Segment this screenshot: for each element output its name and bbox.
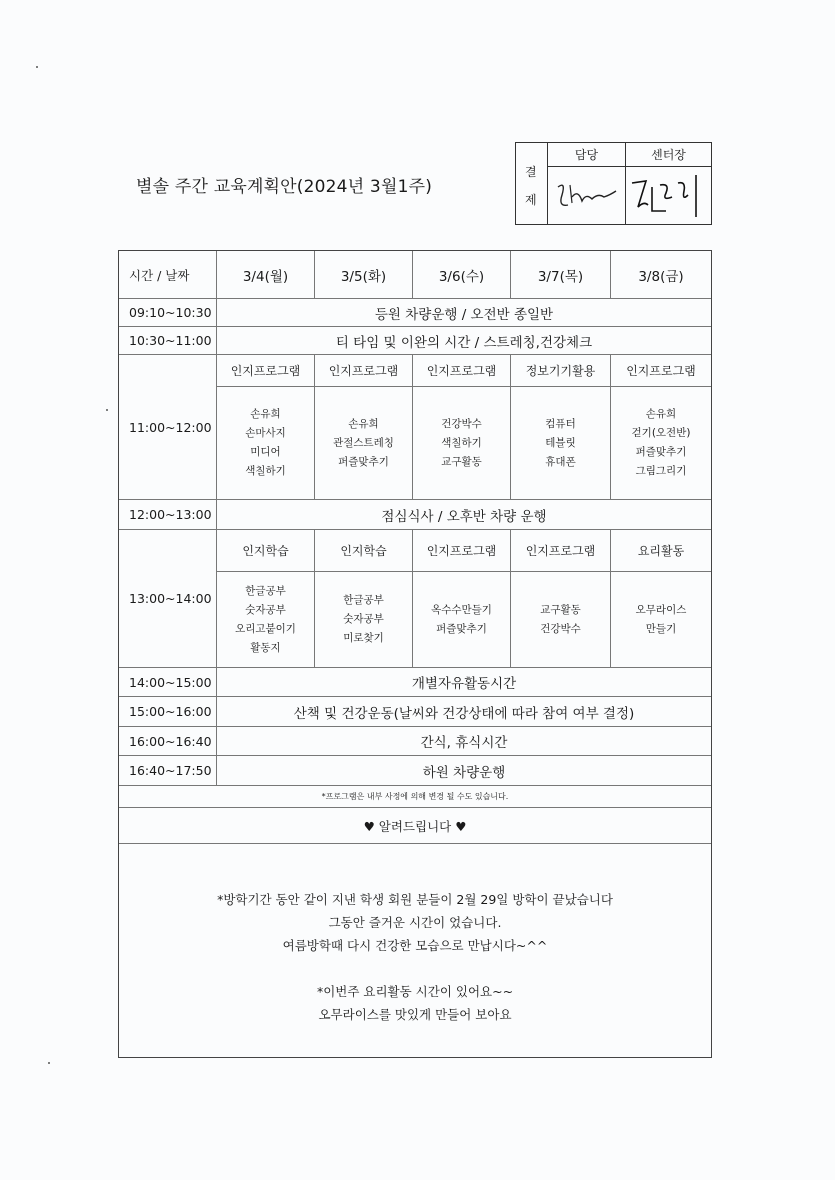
program-title: 인지학습: [315, 530, 413, 572]
program-title: 인지프로그램: [217, 355, 315, 387]
approval-side-top: 결: [525, 165, 537, 179]
header-day-thu: 3/7(목): [511, 251, 611, 299]
notice-line: 여름방학때 다시 건강한 모습으로 만납시다~^^: [282, 938, 548, 953]
approval-header-director: 센터장: [626, 143, 711, 167]
schedule-span: 간식, 휴식시간: [217, 727, 711, 756]
time-slot: 09:10~10:30: [119, 299, 217, 327]
activity-list: 교구활동 건강박수: [511, 572, 611, 668]
program-title: 인지프로그램: [413, 530, 511, 572]
schedule-span: 티 타임 및 이완의 시간 / 스트레칭,건강체크: [217, 327, 711, 355]
program-title: 인지학습: [217, 530, 315, 572]
schedule-span: 등원 차량운행 / 오전반 종일반: [217, 299, 711, 327]
activity-list: 건강박수 색칠하기 교구활동: [413, 387, 511, 500]
director-signature-image: [626, 167, 711, 224]
time-slot: 15:00~16:00: [119, 697, 217, 727]
weekly-schedule-table: [118, 250, 712, 1058]
notice-line: 오무라이스를 맛있게 만들어 보아요: [318, 1007, 512, 1022]
program-title: 인지프로그램: [315, 355, 413, 387]
program-title: 정보기기활용: [511, 355, 611, 387]
program-title: 인지프로그램: [413, 355, 511, 387]
time-slot: 12:00~13:00: [119, 500, 217, 530]
schedule-span: 점심식사 / 오후반 차량 운행: [217, 500, 711, 530]
notice-heading: ♥ 알려드립니다 ♥: [119, 808, 711, 844]
activity-list: 오무라이스 만들기: [611, 572, 711, 668]
time-slot: 13:00~14:00: [119, 530, 217, 668]
header-day-wed: 3/6(수): [413, 251, 511, 299]
program-title: 인지프로그램: [511, 530, 611, 572]
approval-box: [515, 142, 712, 225]
schedule-span: 하원 차량운행: [217, 756, 711, 786]
scan-speck: [106, 409, 108, 411]
manager-signature: [548, 167, 626, 224]
scan-speck: [36, 66, 38, 68]
time-slot: 16:00~16:40: [119, 727, 217, 756]
header-time-day: 시간 / 날짜: [119, 251, 217, 299]
activity-list: 옥수수만들기 퍼즐맞추기: [413, 572, 511, 668]
activity-list: 손유희 관절스트레칭 퍼즐맞추기: [315, 387, 413, 500]
program-title: 요리활동: [611, 530, 711, 572]
header-day-fri: 3/8(금): [611, 251, 711, 299]
approval-header-manager: 담당: [548, 143, 626, 167]
scan-speck: [48, 1062, 50, 1064]
notice-line: *이번주 요리활동 시간이 있어요~~: [316, 984, 514, 999]
header-day-mon: 3/4(월): [217, 251, 315, 299]
header-day-tue: 3/5(화): [315, 251, 413, 299]
activity-list: 손유희 걷기(오전반) 퍼즐맞추기 그림그리기: [611, 387, 711, 500]
time-slot: 16:40~17:50: [119, 756, 217, 786]
approval-side-bottom: 제: [525, 193, 537, 207]
schedule-span: 개별자유활동시간: [217, 668, 711, 697]
notice-body: [119, 844, 711, 1057]
manager-signature-image: [548, 167, 626, 224]
notice-line: *방학기간 동안 같이 지낸 학생 회원 분들이 2월 29일 방학이 끝났습니다: [217, 892, 613, 907]
activity-list: 컴퓨터 테블릿 휴대폰: [511, 387, 611, 500]
page-title: 별솔 주간 교육계획안(2024년 3월1주): [136, 177, 433, 197]
approval-side-cell: [516, 143, 548, 224]
time-slot: 11:00~12:00: [119, 355, 217, 500]
activity-list: 한글공부 숫자공부 오리고붙이기 활동지: [217, 572, 315, 668]
schedule-span: 산책 및 건강운동(날씨와 건강상태에 따라 참여 여부 결정): [217, 697, 711, 727]
time-slot: 10:30~11:00: [119, 327, 217, 355]
program-title: 인지프로그램: [611, 355, 711, 387]
time-slot: 14:00~15:00: [119, 668, 217, 697]
activity-list: 손유희 손마사지 미디어 색칠하기: [217, 387, 315, 500]
director-signature: [626, 167, 711, 224]
activity-list: 한글공부 숫자공부 미로찾기: [315, 572, 413, 668]
program-change-note: *프로그램은 내부 사정에 의해 변경 될 수도 있습니다.: [119, 786, 711, 808]
notice-line: 그동안 즐거운 시간이 었습니다.: [328, 915, 502, 930]
